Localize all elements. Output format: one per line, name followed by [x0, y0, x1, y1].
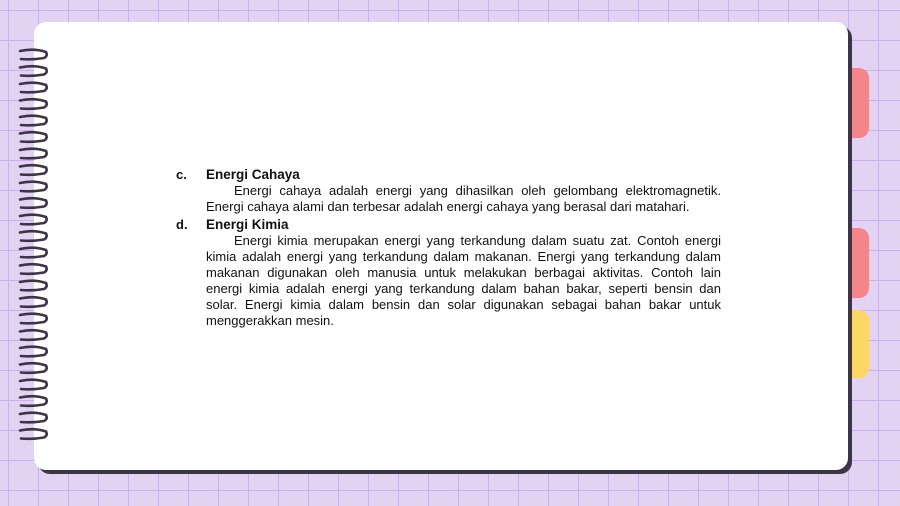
section-energi-kimia — [176, 217, 721, 329]
spiral-ring-icon — [20, 215, 47, 225]
spiral-ring-icon — [20, 281, 47, 291]
spiral-ring-icon — [20, 50, 47, 60]
section-paragraph: Energi cahaya adalah energi yang dihasilkan oleh gelombang elektromagnetik. Energi cahaya alami dan terbesar adalah energi cahaya yang berasal dari matahari. — [206, 183, 721, 214]
section-heading-row — [176, 167, 721, 183]
section-letter: d. — [176, 217, 188, 232]
section-energi-cahaya — [176, 167, 721, 215]
spiral-ring-icon — [20, 297, 47, 307]
section-paragraph: Energi kimia merupakan energi yang terkandung dalam suatu zat. Contoh energi kimia adalah energi yang terkandung dalam makanan. Energi yang terkandung dalam makanan digunakan oleh manusia untuk melakukan berbagai aktivitas. Contoh lain energi kimia adalah energi yang terkandung dalam bahan bakar, seperti bensin dan solar. Energi kimia dalam bensin dan solar digunakan sebagai bahan bakar untuk menggerakkan mesin. — [206, 233, 721, 328]
spiral-ring-icon — [20, 429, 47, 439]
spiral-ring-icon — [20, 198, 47, 208]
spiral-ring-icon — [20, 132, 47, 142]
spiral-ring-icon — [20, 396, 47, 406]
spiral-ring-icon — [20, 363, 47, 373]
document-content — [176, 165, 721, 331]
section-heading-row — [176, 217, 721, 233]
spiral-ring-icon — [20, 264, 47, 274]
section-heading: Energi Kimia — [206, 217, 289, 232]
spiral-ring-icon — [20, 248, 47, 258]
spiral-ring-icon — [20, 413, 47, 423]
spiral-ring-icon — [20, 83, 47, 93]
section-letter: c. — [176, 167, 187, 182]
spiral-ring-icon — [20, 330, 47, 340]
spiral-ring-icon — [20, 182, 47, 192]
spiral-ring-icon — [20, 99, 47, 109]
spiral-ring-icon — [20, 116, 47, 126]
spiral-ring-icon — [20, 314, 47, 324]
spiral-ring-icon — [20, 149, 47, 159]
spiral-ring-icon — [20, 66, 47, 76]
spiral-binding-icon — [18, 47, 52, 447]
spiral-ring-icon — [20, 380, 47, 390]
section-heading: Energi Cahaya — [206, 167, 300, 182]
spiral-ring-icon — [20, 347, 47, 357]
spiral-ring-icon — [20, 231, 47, 241]
spiral-ring-icon — [20, 165, 47, 175]
